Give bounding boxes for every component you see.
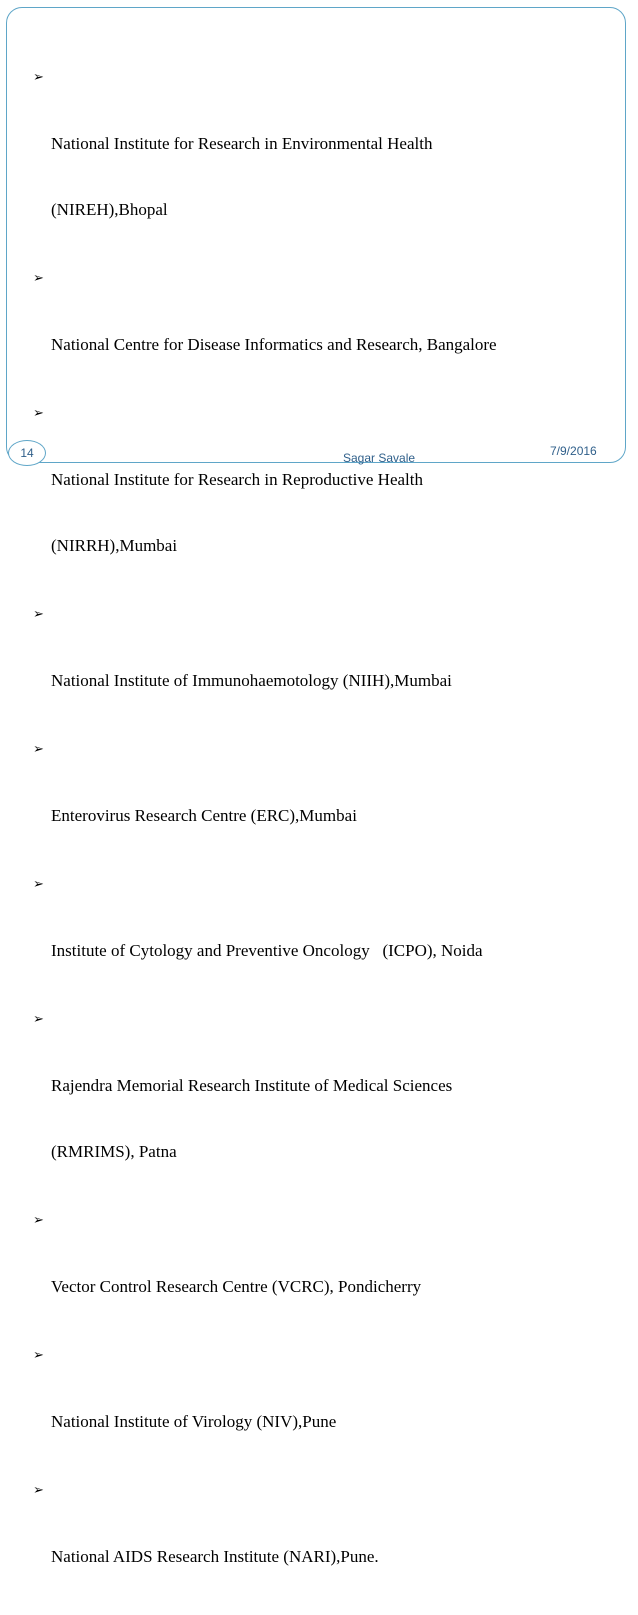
list-item-text: National AIDS Research Institute (NARI),Pune. xyxy=(51,1547,379,1566)
list-item xyxy=(33,1345,613,1477)
arrow-bullet-icon: ➢ xyxy=(33,1012,44,1027)
list-item-text: Institute of Cytology and Preventive Oncology (ICPO), Noida xyxy=(51,941,483,960)
list-item-text: National Institute for Research in Environmental Health xyxy=(51,134,433,153)
list-item-text: Rajendra Memorial Research Institute of Medical Sciences xyxy=(51,1076,453,1095)
list-item-text: Vector Control Research Centre (VCRC), Pondicherry xyxy=(51,1277,422,1296)
list-item-text: National Institute of Immunohaemotology (NIIH),Mumbai xyxy=(51,671,452,690)
arrow-bullet-icon: ➢ xyxy=(33,1213,44,1228)
list-item-text: (RMRIMS), Patna xyxy=(51,1142,177,1161)
arrow-bullet-icon: ➢ xyxy=(33,1348,44,1363)
list-item xyxy=(33,1480,613,1612)
page-number: 14 xyxy=(8,440,46,466)
footer-author: Sagar Savale xyxy=(343,451,416,465)
list-item-text: National Institute of Virology (NIV),Pune xyxy=(51,1412,337,1431)
list-item xyxy=(33,268,613,400)
arrow-bullet-icon: ➢ xyxy=(33,406,44,421)
list-item xyxy=(33,67,613,265)
list-item xyxy=(33,403,613,601)
arrow-bullet-icon: ➢ xyxy=(33,877,44,892)
list-item-text: (NIRRH),Mumbai xyxy=(51,536,178,555)
list-item xyxy=(33,874,613,1006)
list-item-text: National Centre for Disease Informatics and Research, Bangalore xyxy=(51,335,497,354)
arrow-bullet-icon: ➢ xyxy=(33,742,44,757)
list-item-text: Enterovirus Research Centre (ERC),Mumbai xyxy=(51,806,357,825)
list-item-text: (NIREH),Bhopal xyxy=(51,200,168,219)
list-item xyxy=(33,1009,613,1207)
list-item xyxy=(33,739,613,871)
arrow-bullet-icon: ➢ xyxy=(33,70,44,85)
institute-list xyxy=(33,67,613,1615)
footer-date: 7/9/2016 xyxy=(550,444,597,458)
arrow-bullet-icon: ➢ xyxy=(33,607,44,622)
list-item xyxy=(33,604,613,736)
arrow-bullet-icon: ➢ xyxy=(33,271,44,286)
arrow-bullet-icon: ➢ xyxy=(33,1483,44,1498)
list-item xyxy=(33,1210,613,1342)
list-item-text: National Institute for Research in Reproductive Health xyxy=(51,470,423,489)
